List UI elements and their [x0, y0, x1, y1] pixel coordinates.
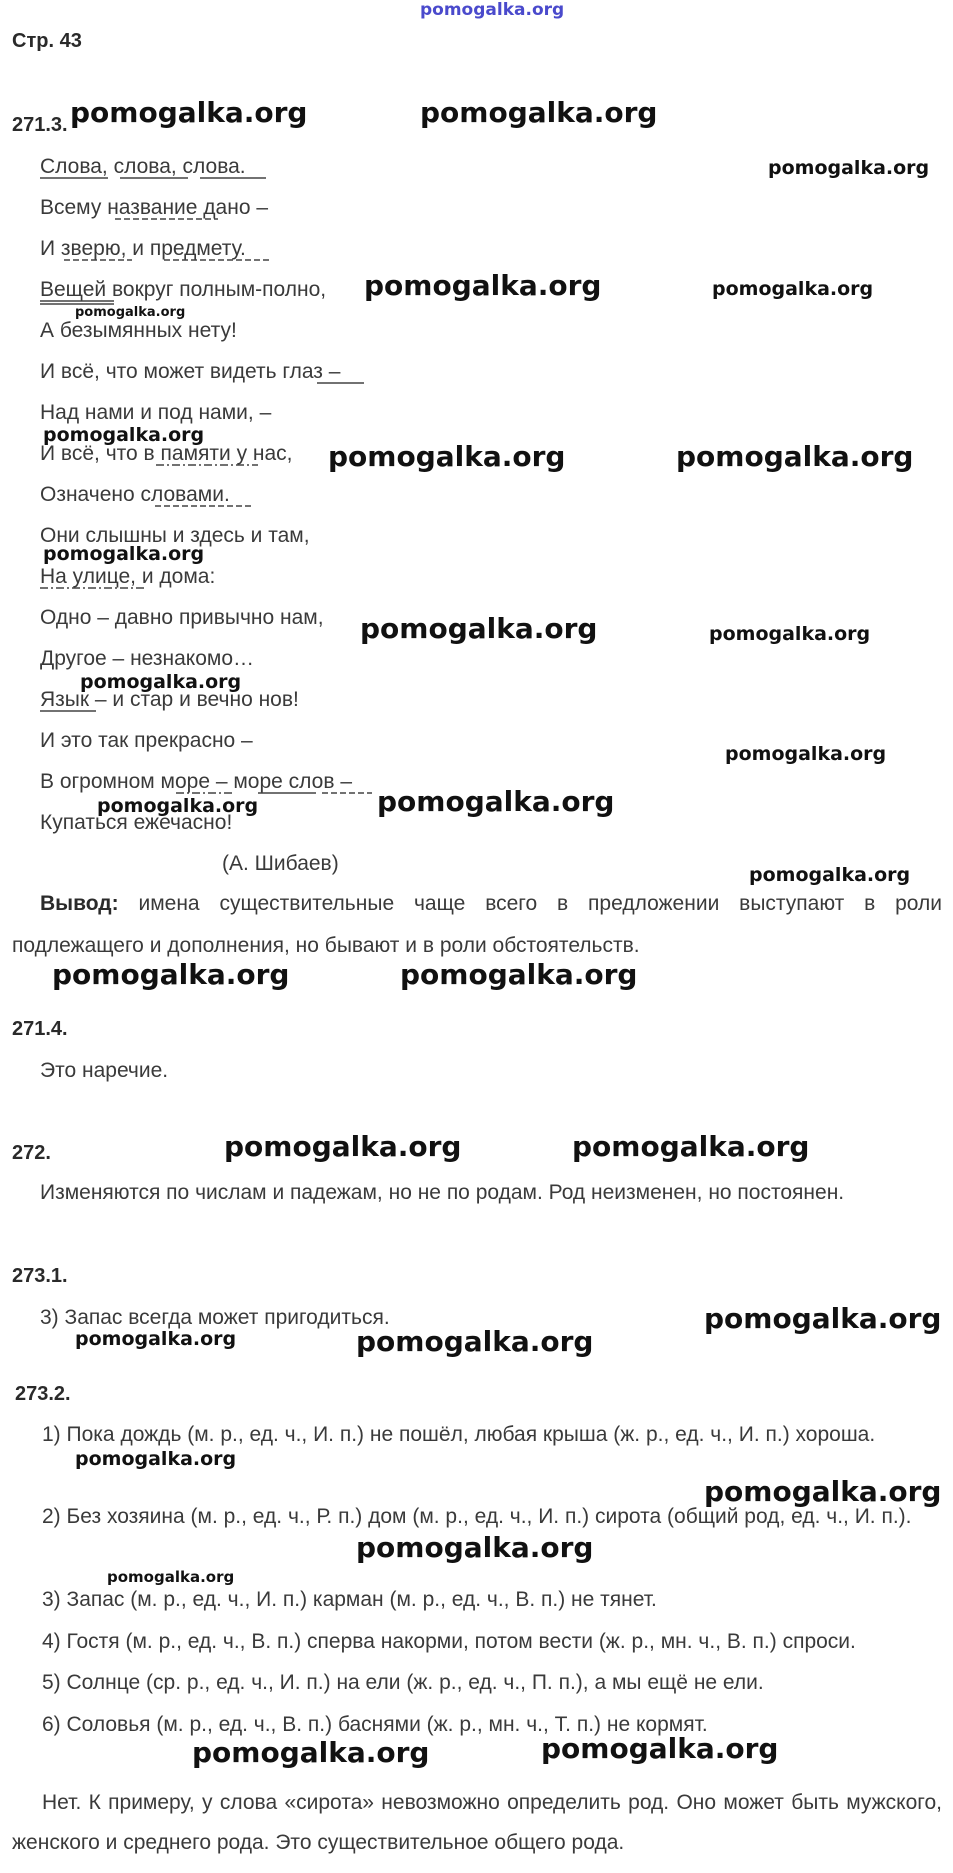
- watermark: pomogalka.org: [360, 612, 598, 645]
- heading-273-2: 273.2.: [15, 1383, 71, 1405]
- watermark: pomogalka.org: [704, 1302, 942, 1335]
- heading-272: 272.: [12, 1142, 51, 1164]
- page-label: Стр. 43: [12, 30, 82, 52]
- poem-line: И это так прекрасно –: [40, 729, 253, 752]
- poem-line: В огромном море – море слов –: [40, 770, 352, 793]
- watermark: pomogalka.org: [541, 1732, 779, 1765]
- poem-line: На улице, и дома:: [40, 565, 216, 588]
- watermark: pomogalka.org: [75, 305, 186, 320]
- conclusion-text: имена существительные чаще всего в предложении выступают в роли подлежащего и дополнения, но бывают и в роли обстоятельств.: [12, 892, 942, 957]
- proverb-item: 6) Соловья (м. р., ед. ч., В. п.) баснями (ж. р., мн. ч., Т. п.) не кормят.: [42, 1713, 708, 1736]
- watermark: pomogalka.org: [364, 269, 602, 302]
- poem-line: И всё, что в памяти у нас,: [40, 442, 293, 465]
- watermark: pomogalka.org: [356, 1531, 594, 1564]
- poem-line: Вещей вокруг полным-полно,: [40, 278, 327, 301]
- poem-line: Всему название дано –: [40, 196, 269, 219]
- watermark: pomogalka.org: [572, 1130, 810, 1163]
- proverb-item: 5) Солнце (ср. р., ед. ч., И. п.) на ели (ж. р., ед. ч., П. п.), а мы ещё не ели.: [42, 1671, 764, 1694]
- watermark: pomogalka.org: [97, 795, 259, 817]
- watermark: pomogalka.org: [75, 1328, 237, 1350]
- watermark: pomogalka.org: [420, 96, 658, 129]
- watermark: pomogalka.org: [43, 543, 205, 565]
- heading-271-3: 271.3.: [12, 114, 68, 136]
- poem-line: Слова, слова, слова.: [40, 155, 246, 178]
- poem-line: Над нами и под нами, –: [40, 401, 272, 424]
- watermark: pomogalka.org: [356, 1325, 594, 1358]
- conclusion-label: Вывод:: [40, 892, 119, 915]
- watermark: pomogalka.org: [43, 424, 205, 446]
- poem-author: (А. Шибаев): [222, 852, 339, 875]
- watermark: pomogalka.org: [52, 958, 290, 991]
- conclusion-paragraph: [12, 883, 942, 967]
- watermark: pomogalka.org: [712, 278, 874, 300]
- watermark: pomogalka.org: [192, 1736, 430, 1769]
- poem-line: И всё, что может видеть глаз –: [40, 360, 341, 383]
- watermark: pomogalka.org: [725, 743, 887, 765]
- watermark: pomogalka.org: [75, 1448, 237, 1470]
- watermark: pomogalka.org: [768, 157, 930, 179]
- poem-line: А безымянных нету!: [40, 319, 237, 342]
- final-text: Нет. К примеру, у слова «сирота» невозможно определить род. Оно может быть мужского, женского и среднего рода. Это существительное общего рода.: [12, 1791, 942, 1854]
- proverb-text: 2) Без хозяина (м. р., ед. ч., Р. п.) дом (м. р., ед. ч., И. п.) сирота (общий род, ед. ч., И. п.).: [42, 1505, 912, 1528]
- answer-271-4: Это наречие.: [40, 1059, 169, 1082]
- watermark: pomogalka.org: [676, 440, 914, 473]
- watermark: pomogalka.org: [107, 1568, 235, 1586]
- heading-273-1: 273.1.: [12, 1265, 68, 1287]
- poem-line: Купаться ежечасно!: [40, 811, 233, 834]
- watermark: pomogalka.org: [377, 785, 615, 818]
- poem-line: Одно – давно привычно нам,: [40, 606, 324, 629]
- watermark: pomogalka.org: [80, 671, 242, 693]
- answer-273-1: 3) Запас всегда может пригодиться.: [40, 1306, 390, 1329]
- watermark: pomogalka.org: [400, 958, 638, 991]
- final-paragraph: [12, 1783, 942, 1863]
- poem-line: И зверю, и предмету.: [40, 237, 246, 260]
- poem-line: Язык – и стар и вечно нов!: [40, 688, 299, 711]
- watermark: pomogalka.org: [749, 864, 911, 886]
- poem-line: Они слышны и здесь и там,: [40, 524, 310, 547]
- watermark: pomogalka.org: [704, 1475, 942, 1508]
- answer-272: Изменяются по числам и падежам, но не по родам. Род неизменен, но постоянен.: [40, 1181, 845, 1204]
- heading-271-4: 271.4.: [12, 1018, 68, 1040]
- proverb-item: 3) Запас (м. р., ед. ч., И. п.) карман (м. р., ед. ч., В. п.) не тянет.: [42, 1588, 657, 1611]
- poem-line: Другое – незнакомо…: [40, 647, 255, 670]
- site-watermark-top: pomogalka.org: [420, 0, 565, 20]
- proverb-item: 4) Гостя (м. р., ед. ч., В. п.) сперва накорми, потом вести (ж. р., мн. ч., В. п.) спроси.: [42, 1630, 856, 1653]
- watermark: pomogalka.org: [70, 96, 308, 129]
- watermark: pomogalka.org: [224, 1130, 462, 1163]
- watermark: pomogalka.org: [328, 440, 566, 473]
- proverb-text: 1) Пока дождь (м. р., ед. ч., И. п.) не пошёл, любая крыша (ж. р., ед. ч., И. п.) хороша.: [42, 1423, 876, 1446]
- watermark: pomogalka.org: [709, 623, 871, 645]
- poem-line: Означено словами.: [40, 483, 230, 506]
